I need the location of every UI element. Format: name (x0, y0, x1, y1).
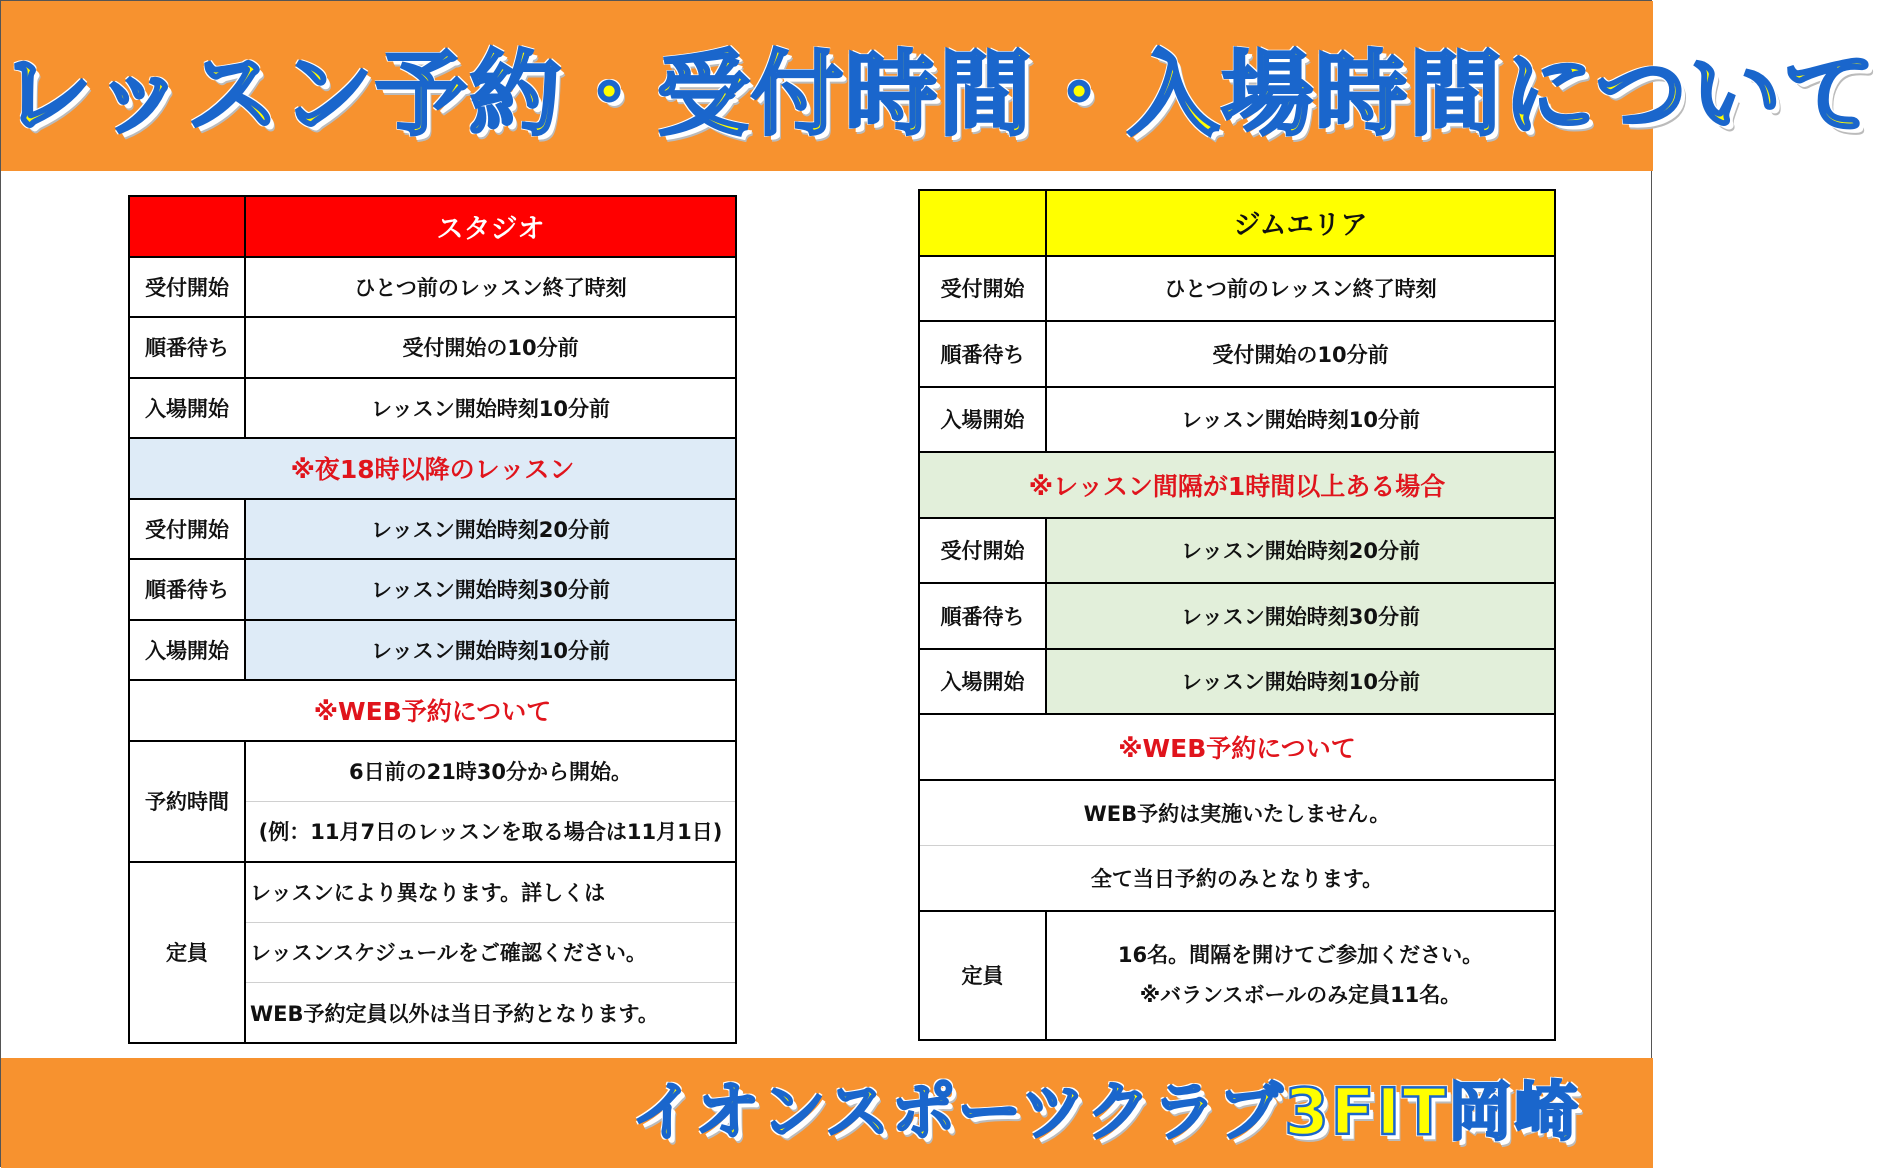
row-label: 入場開始 (919, 649, 1046, 715)
row-label: 入場開始 (129, 620, 245, 681)
capacity-line: レッスンにより異なります。詳しくは (245, 862, 736, 923)
page-title: レッスン予約・受付時間・入場時間について (0, 41, 1877, 148)
table-row (919, 583, 1555, 649)
capacity-label: 定員 (919, 911, 1046, 1040)
web-note-row (919, 714, 1555, 780)
interval-note-row (919, 452, 1555, 518)
table-row (129, 620, 736, 681)
web-note-row (129, 680, 736, 741)
table-row (919, 911, 1555, 1040)
web-info-line: WEB予約は実施いたしません。 (919, 780, 1555, 846)
reservation-time-line: 6日前の21時30分から開始。 (245, 741, 736, 802)
web-reservation-note: ※WEB予約について (919, 714, 1555, 780)
gym-header-row (919, 190, 1555, 256)
capacity-line: ※バランスボールのみ定員11名。 (1139, 983, 1462, 1007)
table-row (129, 741, 736, 802)
table-row (129, 257, 736, 318)
table-row (129, 378, 736, 439)
row-value: レッスン開始時刻20分前 (245, 499, 736, 560)
row-value: レッスン開始時刻10分前 (1046, 387, 1555, 453)
table-row (919, 256, 1555, 322)
studio-header-row (129, 196, 736, 257)
row-label: 入場開始 (919, 387, 1046, 453)
table-row (129, 559, 736, 620)
night-note-row (129, 438, 736, 499)
row-label: 受付開始 (129, 257, 245, 318)
table-row (919, 845, 1555, 911)
table-row (919, 780, 1555, 846)
capacity-line: レッスンスケジュールをご確認ください。 (245, 922, 736, 983)
row-label: 受付開始 (919, 256, 1046, 322)
row-value: レッスン開始時刻10分前 (245, 620, 736, 681)
row-value: レッスン開始時刻30分前 (245, 559, 736, 620)
gym-table (918, 189, 1556, 1041)
gym-header-corner (919, 190, 1046, 256)
row-value: レッスン開始時刻20分前 (1046, 518, 1555, 584)
row-value: レッスン開始時刻30分前 (1046, 583, 1555, 649)
row-label: 受付開始 (129, 499, 245, 560)
club-name: イオンスポーツクラブ3FIT岡崎 (631, 1076, 1580, 1150)
row-value: 受付開始の10分前 (1046, 321, 1555, 387)
studio-heading: スタジオ (245, 196, 736, 257)
table-row (129, 862, 736, 923)
web-reservation-note: ※WEB予約について (129, 680, 736, 741)
capacity-label: 定員 (129, 862, 245, 1044)
table-row (919, 649, 1555, 715)
reservation-example-line: (例：11月7日のレッスンを取る場合は11月1日) (245, 801, 736, 862)
row-value: レッスン開始時刻10分前 (1046, 649, 1555, 715)
lesson-interval-note: ※レッスン間隔が1時間以上ある場合 (919, 452, 1555, 518)
row-label: 順番待ち (129, 559, 245, 620)
row-label: 入場開始 (129, 378, 245, 439)
row-label: 受付開始 (919, 518, 1046, 584)
reservation-time-label: 予約時間 (129, 741, 245, 862)
row-label: 順番待ち (919, 321, 1046, 387)
gym-heading: ジムエリア (1046, 190, 1555, 256)
row-value: レッスン開始時刻10分前 (245, 378, 736, 439)
table-row (919, 518, 1555, 584)
row-value: 受付開始の10分前 (245, 317, 736, 378)
table-row (129, 317, 736, 378)
night-lesson-note: ※夜18時以降のレッスン (129, 438, 736, 499)
studio-table (128, 195, 737, 1044)
capacity-line: WEB予約定員以外は当日予約となります。 (245, 983, 736, 1044)
row-value: ひとつ前のレッスン終了時刻 (1046, 256, 1555, 322)
table-row (919, 321, 1555, 387)
studio-header-corner (129, 196, 245, 257)
row-label: 順番待ち (919, 583, 1046, 649)
capacity-cell (1046, 911, 1555, 1040)
row-label: 順番待ち (129, 317, 245, 378)
row-value: ひとつ前のレッスン終了時刻 (245, 257, 736, 318)
table-row (919, 387, 1555, 453)
capacity-line: 16名。間隔を開けてご参加ください。 (1117, 943, 1484, 967)
web-info-line: 全て当日予約のみとなります。 (919, 845, 1555, 911)
table-row (129, 499, 736, 560)
